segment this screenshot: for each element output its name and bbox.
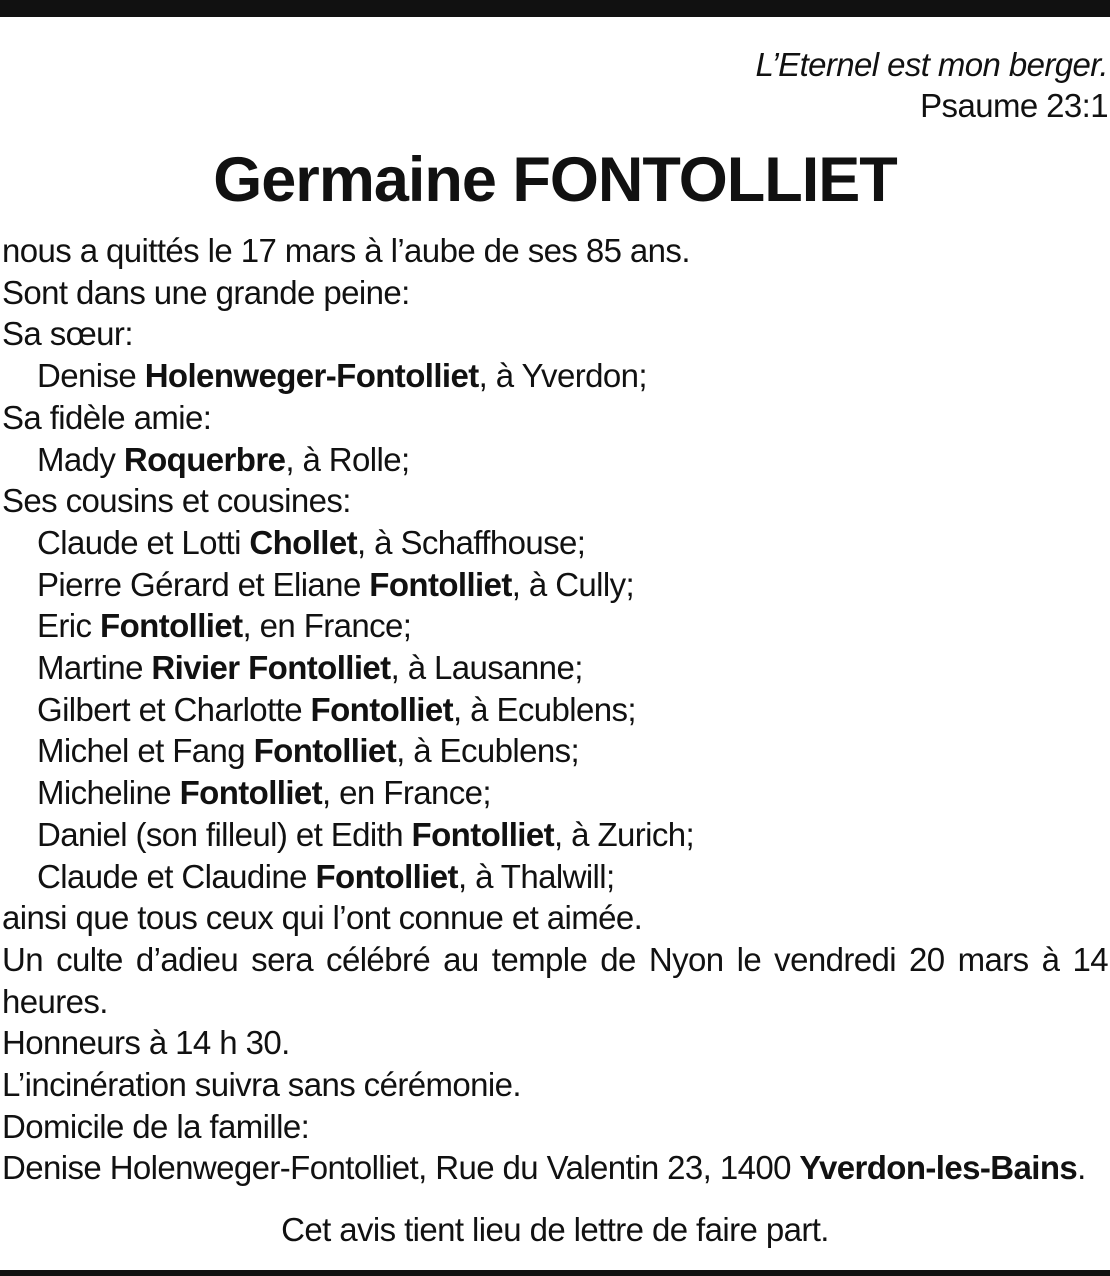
place: , à Yverdon; [478, 357, 647, 395]
sister-heading: Sa sœur: [2, 315, 133, 353]
given-names: Gilbert et Charlotte [37, 690, 311, 728]
cremation-line: L’incinération suivra sans cérémonie. [2, 1066, 521, 1104]
address-end: . [1077, 1149, 1086, 1187]
given-names: Pierre Gérard et Eliane [37, 565, 370, 603]
given-names: Claude et Lotti [37, 523, 250, 561]
place: , à Schaffhouse; [357, 523, 586, 561]
verse-quote: L’Eternel est mon berger. [755, 46, 1108, 83]
notice-body [2, 230, 1108, 1189]
surname: Fontolliet [411, 815, 554, 853]
cousin-entry [2, 730, 1108, 772]
place: , à Lausanne; [390, 649, 583, 687]
place: , en France; [322, 774, 491, 812]
service-line: Un culte d’adieu sera célébré au temple de Nyon le vendredi 20 mars à 14 heures. [2, 940, 1108, 1020]
domicile-heading: Domicile de la famille: [2, 1107, 310, 1145]
cousin-entry [2, 605, 1108, 647]
surname: Fontolliet [369, 565, 512, 603]
cousin-entry [2, 772, 1108, 814]
sister-entry [2, 355, 1108, 397]
mourners-intro: Sont dans une grande peine: [2, 273, 410, 311]
place: , à Ecublens; [453, 690, 636, 728]
others-line: ainsi que tous ceux qui l’ont connue et aimée. [2, 899, 643, 937]
surname: Rivier Fontolliet [151, 649, 391, 687]
top-rule [0, 0, 1110, 17]
surname: Fontolliet [315, 857, 458, 895]
given-names: Micheline [37, 774, 180, 812]
friend-entry [2, 439, 1108, 481]
deceased-name: Germaine FONTOLLIET [213, 145, 897, 215]
surname: Roquerbre [123, 440, 286, 478]
cousin-entry [2, 564, 1108, 606]
surname: Fontolliet [310, 690, 453, 728]
verse-reference: Psaume 23:1 [920, 87, 1108, 124]
announcement-line: nous a quittés le 17 mars à l’aube de ses 85 ans. [2, 232, 690, 269]
place: , à Thalwill; [457, 857, 615, 895]
surname: Fontolliet [100, 607, 243, 645]
place: , à Cully; [511, 565, 635, 603]
surname: Holenweger-Fontolliet [144, 357, 479, 395]
given-names: Daniel (son filleul) et Edith [37, 815, 412, 853]
surname: Fontolliet [253, 732, 397, 770]
place: , à Ecublens; [396, 732, 580, 770]
cousin-entry [2, 689, 1108, 731]
given-names: Mady [37, 440, 124, 478]
cousin-entry [2, 814, 1108, 856]
given-names: Martine [37, 649, 152, 687]
place: , en France; [242, 607, 412, 645]
given-names: Claude et Claudine [37, 857, 316, 895]
closing-note: Cet avis tient lieu de lettre de faire part. [281, 1211, 829, 1248]
city: Yverdon-les-Bains [799, 1149, 1078, 1187]
given-names: Eric [37, 607, 101, 645]
friend-heading: Sa fidèle amie: [2, 398, 212, 436]
honours-line: Honneurs à 14 h 30. [2, 1024, 290, 1062]
place: , à Zurich; [554, 815, 695, 853]
bottom-rule [0, 1270, 1110, 1276]
surname: Chollet [249, 523, 358, 561]
cousin-entry [2, 522, 1108, 564]
domicile-address [2, 1147, 1108, 1189]
cousin-entry [2, 856, 1108, 898]
cousin-entry [2, 647, 1108, 689]
place: , à Rolle; [285, 440, 410, 478]
surname: Fontolliet [179, 774, 323, 812]
given-names: Michel et Fang [37, 732, 254, 770]
bible-verse [756, 44, 1108, 126]
address: Denise Holenweger-Fontolliet, Rue du Valentin 23, 1400 [2, 1149, 800, 1187]
cousins-heading: Ses cousins et cousines: [2, 482, 351, 520]
given-names: Denise [37, 357, 145, 395]
